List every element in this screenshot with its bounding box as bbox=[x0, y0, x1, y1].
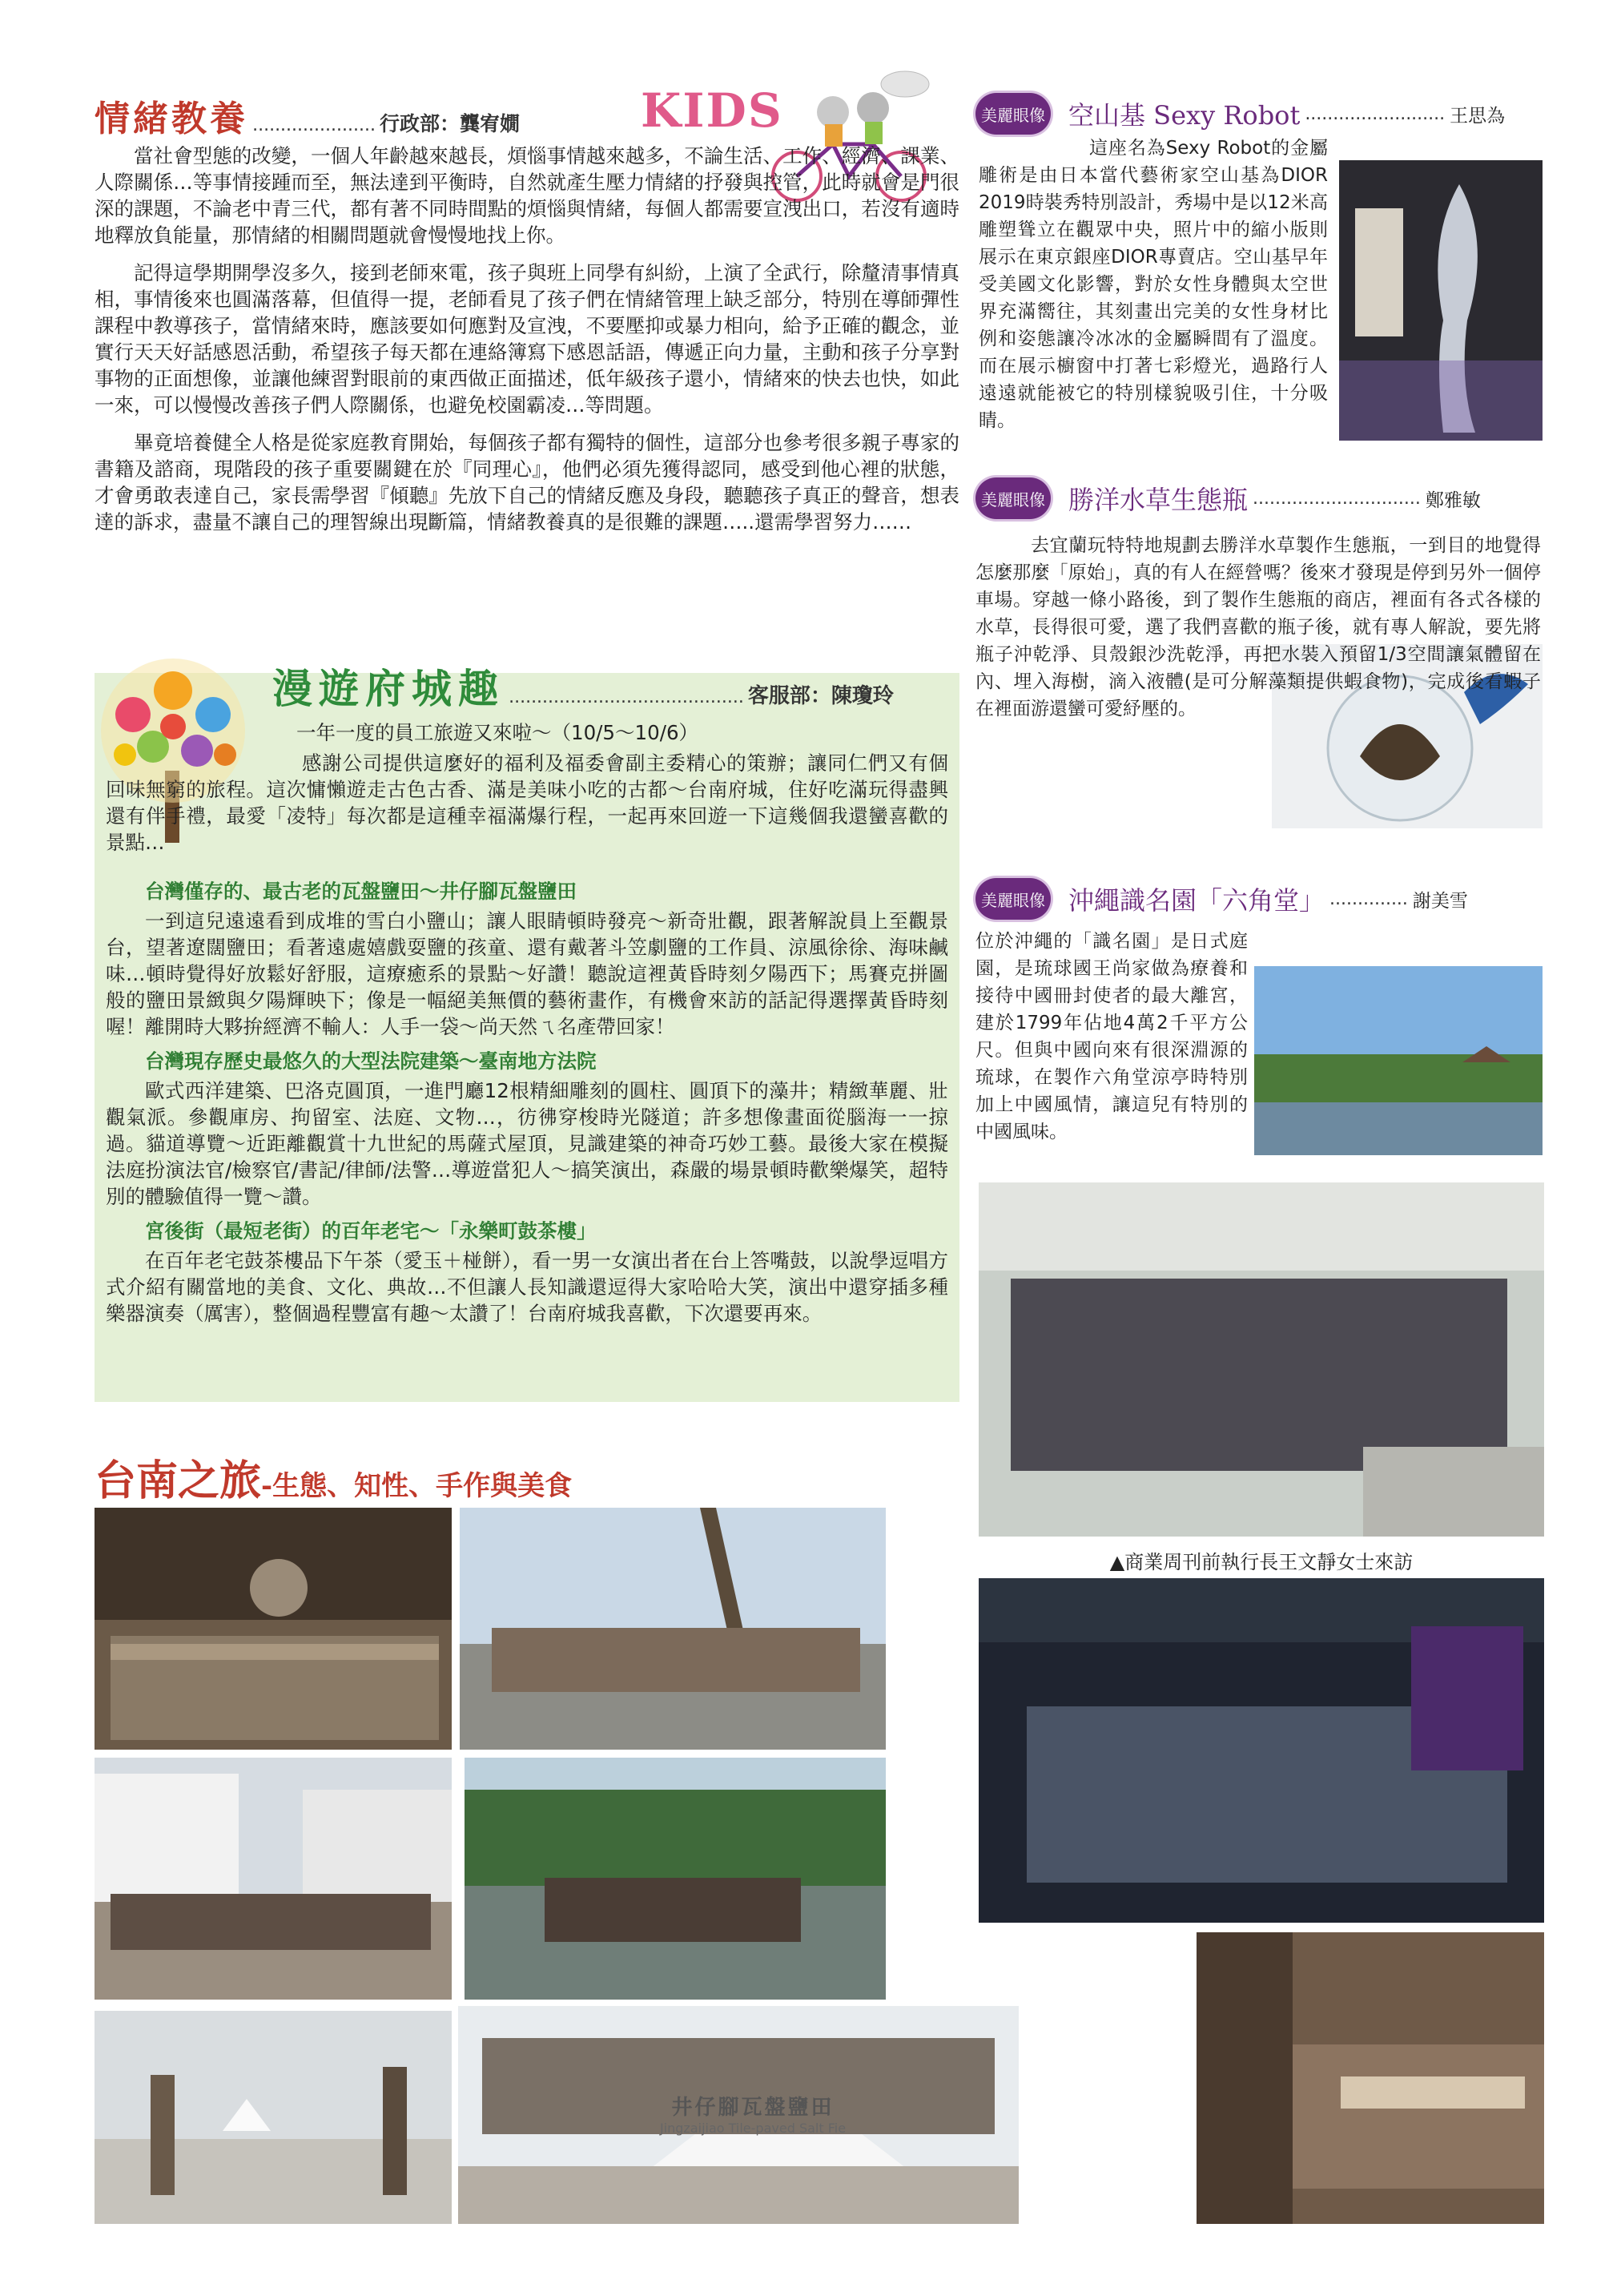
beauty-body-2: 去宜蘭玩特特地規劃去勝洋水草製作生態瓶，一到目的地覺得怎麼那麼「原始」，真的有人在經營嗎？後來才發現是停到另外一個停車場。穿越一條小路後，到了製作生態瓶的商店，裡面有各式各樣的水草，長得很可愛，選了我們喜歡的瓶子後，就有專人解說，要先將瓶子沖乾淨、貝殼銀沙洗乾淨，再把水裝入預留1/3空間讓氣體留在內、埋入海樹，滴入液體(是可分解藻類提供蝦食物)，完成後看蝦子在裡面游還蠻可愛紓壓的。 bbox=[975, 535, 1541, 719]
beauty-badge: 美麗眼像 bbox=[975, 477, 1051, 519]
emotion-paragraph: 記得這學期開學沒多久，接到老師來電，孩子與班上同學有糾紛，上演了全武行，除釐清事情真相，事情後來也圓滿落幕，但值得一提，老師看見了孩子們在情緒管理上缺乏部分，特別在導師彈性課程中教導孩子，當情緒來時，應該要如何應對及宣洩，不要壓抑或暴力相向，給予正確的觀念，並實行天天好話感恩活動，希望孩子每天都在連絡簿寫下感恩話語，傳遞正向力量，主動和孩子分享對事物的正面想像，並讓他練習對眼前的東西做正面描述，低年級孩子還小，情緒來的快去也快，如此一來，可以慢慢改善孩子們人際關係，也避免校園霸凌…等問題。 bbox=[95, 261, 959, 417]
photo-salt-field-workers bbox=[95, 2011, 452, 2224]
beauty-body-3: 位於沖繩的「識名園」是日式庭園，是琉球國王尚家做為療養和接待中國冊封使者的最大離宮，建於1799年佔地4萬2千平方公尺。但與中國向來有很深淵源的琉球，在製作六角堂涼亭時特別加上中國風情，讓這兒有特別的中國風味。 bbox=[975, 931, 1248, 1142]
emotion-author: 行政部：龔宥嫺 bbox=[380, 112, 521, 135]
emotion-header: 情緒教養 ...................... 行政部：龔宥嫺 bbox=[95, 99, 521, 139]
beauty-badge: 美麗眼像 bbox=[975, 878, 1051, 920]
travel-author: 客服部：陳瓊玲 bbox=[747, 684, 894, 708]
group-photo-office-visit bbox=[979, 1182, 1544, 1537]
beauty-author-3: 謝美雪 bbox=[1412, 890, 1468, 912]
travel-section-heading: 台灣現存歷史最悠久的大型法院建築～臺南地方法院 bbox=[145, 1049, 597, 1073]
travel-sections bbox=[106, 873, 948, 1327]
beauty-header-1: 美麗眼像 空山基 Sexy Robot ......................... 王思為 bbox=[975, 90, 1544, 138]
tainan-title: 台南之旅 bbox=[95, 1456, 262, 1505]
salt-field-sign bbox=[633, 2091, 873, 2163]
group-photo-museum bbox=[95, 1508, 452, 1750]
emotion-paragraph: 畢竟培養健全人格是從家庭教育開始，每個孩子都有獨特的個性，這部分也參考很多親子專家的書籍及諮商，現階段的孩子重要關鍵在於『同理心』，他們必須先獲得認同，感受到他心裡的狀態，才會勇敢表達自己，家長需學習『傾聽』先放下自己的情緒反應及身段，聽聽孩子真正的聲音，想表達的訴求，盡量不讓自己的理智線出現斷篇，情緒教養真的是很難的課題…..還需學習努力…… bbox=[95, 431, 959, 534]
travel-header: 漫遊府城趣 .......................................... 客服部：陳瓊玲 bbox=[272, 665, 894, 712]
emotion-paragraph: 當社會型態的改變，一個人年齡越來越長，煩惱事情越來越多，不論生活、工作、經濟、課業、人際關係…等事情接踵而至，無法達到平衡時，自然就產生壓力情緒的抒發與控管，此時就會是門很深的課題，不論老中青三代，都有著不同時間點的煩惱與情緒，每個人都需要宣洩出口，若沒有適時地釋放負能量，那情緒的相關問題就會慢慢地找上你。 bbox=[95, 144, 959, 247]
group-photo-mangrove bbox=[465, 1758, 886, 2000]
kids-logo-text: KIDS bbox=[641, 83, 783, 138]
travel-intro: 感謝公司提供這麼好的福利及福委會副主委精心的策辦；讓同仁們又有個回味無窮的旅程。這次慵懶遊走古色古香、滿是美味小吃的古都～台南府城，住好吃滿玩得盡興還有伴手禮，最愛「凌特」每次都是這種幸福滿爆行程，一起再來回遊一下這幾個我還蠻喜歡的景點… bbox=[106, 751, 948, 854]
beauty-title-1: 空山基 Sexy Robot bbox=[1068, 100, 1301, 131]
photo-tea-house bbox=[1197, 1932, 1544, 2224]
beauty-header-3: 美麗眼像 沖繩識名園「六角堂」 .............. 謝美雪 bbox=[975, 875, 1544, 923]
travel-title: 漫遊府城趣 bbox=[272, 665, 505, 712]
beauty-title-2: 勝洋水草生態瓶 bbox=[1068, 485, 1249, 515]
tainan-subtitle: -生態、知性、手作與美食 bbox=[261, 1470, 573, 1502]
beauty-author-1: 王思為 bbox=[1450, 105, 1506, 127]
beauty-badge: 美麗眼像 bbox=[975, 93, 1051, 135]
group-photo-salt-platform bbox=[460, 1508, 886, 1750]
travel-section-body: 歐式西洋建築、巴洛克圓頂，一進門廳12根精細雕刻的圓柱、圓頂下的藻井；精緻華麗、壯觀氣派。參觀庫房、拘留室、法庭、文物…，彷彿穿梭時光隧道；許多想像畫面從腦海一一掠過。貓道導覽～近距離觀賞十九世紀的馬薩式屋頂，見識建築的神奇巧妙工藝。最後大家在模擬法庭扮演法官/檢察官/書記/律師/法警…導遊當犯人～搞笑演出，森嚴的場景頓時歡樂爆笑，超特別的體驗值得一覽～讚。 bbox=[106, 1079, 948, 1208]
beauty-author-2: 鄭雅敏 bbox=[1425, 489, 1481, 511]
photo-shikinaen-garden bbox=[1254, 966, 1543, 1155]
travel-section-body: 在百年老宅鼓茶樓品下午茶（愛玉＋椪餅），看一男一女演出者在台上答嘴鼓，以說學逗唱方式介紹有關當地的美食、文化、典故…不但讓人長知識還逗得大家哈哈大笑，演出中還穿插多種樂器演奏（厲害），整個過程豐富有趣～太讚了！台南府城我喜歡，下次還要再來。 bbox=[106, 1249, 948, 1325]
kids-logo bbox=[641, 83, 783, 147]
beauty-body-1: 這座名為Sexy Robot的金屬雕術是由日本當代藝術家空山基為DIOR 2019時裝秀特別設計，秀場中是以12米高雕塑聳立在觀眾中央，照片中的縮小版則展示在東京銀座DIOR專賣店。空山基早年受美國文化影響，對於女性身體與太空世界充滿嚮往，其刻畫出完美的女性身材比例和姿態讓冷冰冰的金屬瞬間有了溫度。而在展示櫥窗中打著七彩燈光，過路行人遠遠就能被它的特別樣貌吸引住，十分吸睛。 bbox=[979, 138, 1328, 431]
visit-caption: ▲商業周刊前執行長王文靜女士來訪 bbox=[1109, 1551, 1414, 1573]
travel-section-heading: 台灣僅存的、最古老的瓦盤鹽田～井仔腳瓦盤鹽田 bbox=[145, 880, 577, 903]
salt-field-sign-zh: 井仔腳瓦盤鹽田 bbox=[671, 2096, 835, 2120]
beauty-header-2: 美麗眼像 勝洋水草生態瓶 .............................. 鄭雅敏 bbox=[975, 474, 1544, 522]
group-photo-theater bbox=[979, 1578, 1544, 1923]
emotion-article bbox=[95, 143, 959, 535]
travel-intro-line: 一年一度的員工旅遊又來啦～（10/5～10/6） bbox=[296, 721, 699, 744]
emotion-title: 情緒教養 bbox=[95, 99, 248, 139]
group-photo-white-building bbox=[95, 1758, 452, 2000]
tainan-header bbox=[95, 1447, 735, 1503]
photo-sexy-robot bbox=[1339, 160, 1543, 441]
salt-field-sign-en: Jingzaijiao Tile-paved Salt Fie bbox=[659, 2121, 847, 2136]
travel-section-heading: 宮後街（最短老街）的百年老宅～「永樂町鼓茶樓」 bbox=[145, 1219, 597, 1243]
beauty-title-3: 沖繩識名園「六角堂」 bbox=[1068, 885, 1325, 916]
travel-section-body: 一到這兒遠遠看到成堆的雪白小鹽山；讓人眼睛頓時發亮～新奇壯觀，跟著解說員上至觀景台，望著遼闊鹽田；看著遠處嬉戲耍鹽的孩童、還有戴著斗笠劇鹽的工作員、涼風徐徐、海味鹹味…頓時覺得好放鬆好舒服，這療癒系的景點～好讚！聽說這裡黃昏時刻夕陽西下；馬賽克拼圖般的鹽田景緻與夕陽輝映下；像是一幅絕美無價的藝術畫作，有機會來訪的話記得選擇黃昏時刻喔！離開時大夥拚經濟不輸人：人手一袋～尚天然ㄟ名產帶回家！ bbox=[106, 909, 948, 1038]
